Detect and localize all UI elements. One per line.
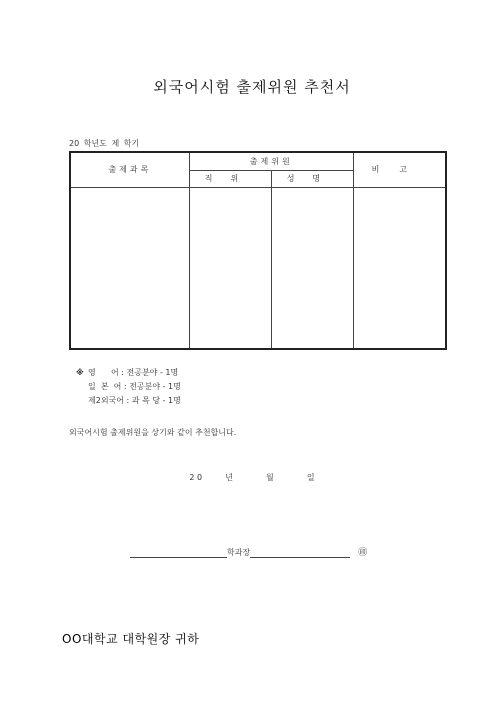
subject-cell[interactable] [70,187,189,349]
position-header: 직위 [189,170,271,187]
signature-label: 학과장 [227,548,251,557]
name-header: 성명 [272,170,353,187]
position-cell[interactable] [189,187,271,349]
note-text: 제2외국어 : 과 목 당 - 1명 [88,396,181,405]
recommendation-text: 외국어시험 출제위원을 상기와 같이 추천합니다. [69,428,237,437]
note-item [76,380,181,394]
note-text: 일 본 어 : 전공분야 - 1명 [88,382,181,391]
name-cell[interactable] [272,187,353,349]
document-title: 외국어시험 출제위원 추천서 [153,78,351,96]
date-line [0,472,504,483]
table-row [70,187,446,349]
date-year-unit: 년 [225,473,233,482]
signature-line [130,545,367,558]
remarks-cell[interactable] [353,187,446,349]
note-text: 영 어 : 전공분야 - 1명 [88,368,179,377]
reference-mark: ※ [76,368,84,377]
note-item [76,366,181,380]
subject-header: 출제과목 [70,152,189,187]
committee-table [69,151,447,350]
date-day-unit: 일 [306,473,315,482]
department-blank[interactable] [130,548,227,558]
name-blank[interactable] [250,548,350,558]
date-month-unit: 월 [266,473,274,482]
addressee: OO대학교 대학원장 귀하 [62,632,200,646]
year-semester-line: 20 학년도 제 학기 [69,139,140,148]
note-item [76,394,181,408]
table-header-row [70,152,446,170]
notes-list [76,366,181,408]
remarks-header: 비고 [353,152,446,187]
seal-icon: ㊞ [358,548,368,558]
date-year: 2 0 [189,473,203,482]
committee-header: 출제위원 [189,152,353,170]
